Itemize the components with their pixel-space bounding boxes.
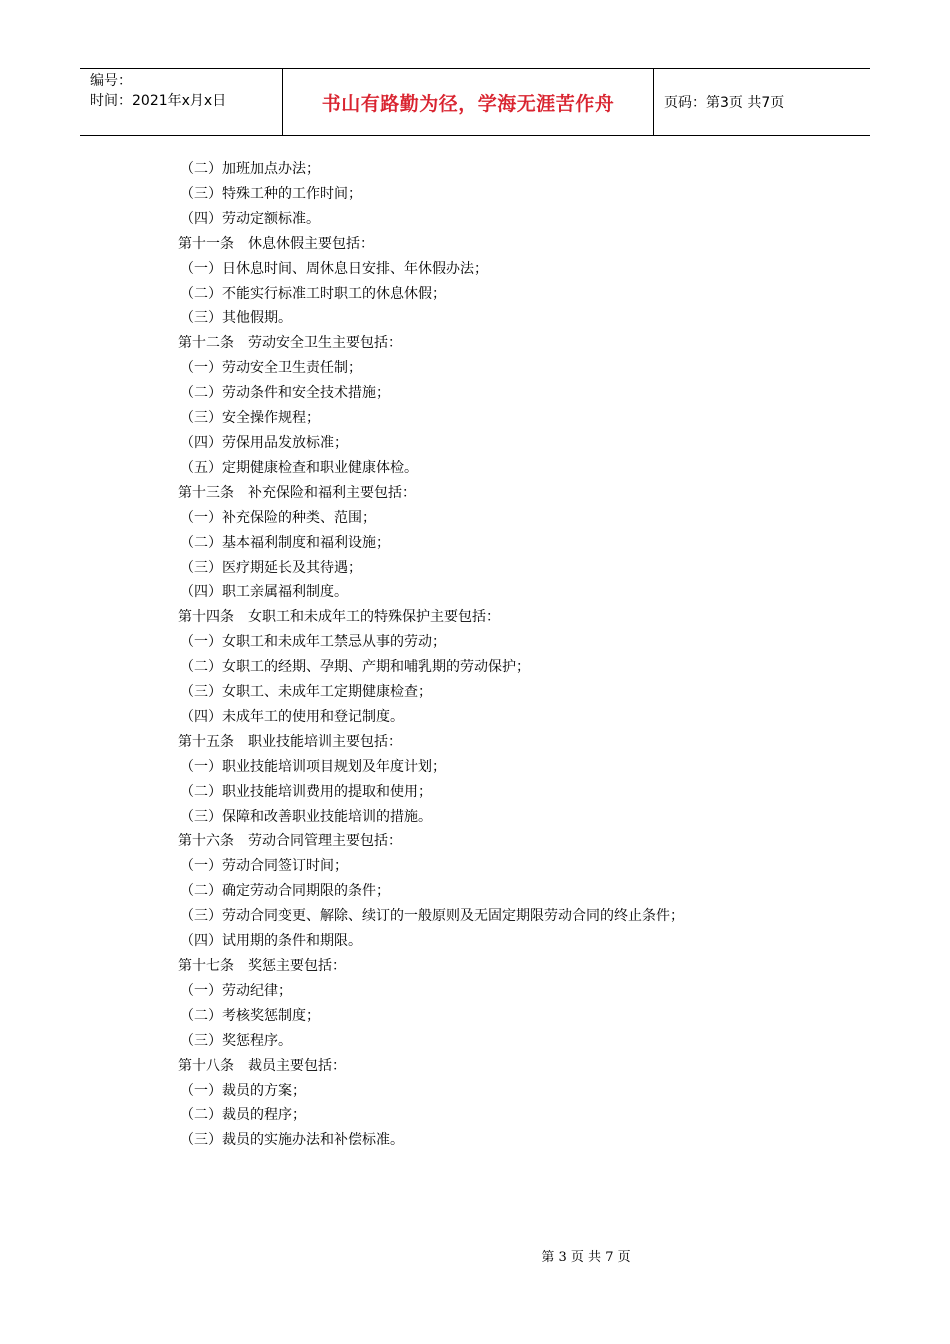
article-heading: 第十六条 劳动合同管理主要包括： xyxy=(178,833,402,850)
article-item: （四）劳保用品发放标准； xyxy=(180,434,348,451)
article-item: （三）医疗期延长及其待遇； xyxy=(180,559,362,576)
article-item: （三）其他假期。 xyxy=(180,310,292,327)
article-item: （二）考核奖惩制度； xyxy=(180,1007,320,1024)
article-heading: 第十四条 女职工和未成年工的特殊保护主要包括： xyxy=(178,609,500,626)
document-number-label: 编号： xyxy=(90,73,132,89)
header-motto: 书山有路勤为径，学海无涯苦作舟 xyxy=(282,69,654,135)
article-item: （一）日休息时间、周休息日安排、年休假办法； xyxy=(180,260,488,277)
article-heading: 第十一条 休息休假主要包括： xyxy=(178,235,374,252)
article-item: （五）定期健康检查和职业健康体检。 xyxy=(180,459,418,476)
article-item: （四）试用期的条件和期限。 xyxy=(180,933,362,950)
article-item: （二）加班加点办法； xyxy=(180,161,320,177)
article-heading: 第十八条 裁员主要包括： xyxy=(178,1057,346,1074)
article-item: （二）职业技能培训费用的提取和使用； xyxy=(180,783,432,800)
article-item: （二）劳动条件和安全技术措施； xyxy=(180,385,390,402)
page-footer: 第 3 页 共 7 页 xyxy=(541,1250,631,1265)
article-item: （三）劳动合同变更、解除、续订的一般原则及无固定期限劳动合同的终止条件； xyxy=(180,908,684,925)
article-item: （一）职业技能培训项目规划及年度计划； xyxy=(180,758,446,775)
header-page-number: 页码：第3页 共7页 xyxy=(664,95,785,111)
article-item: （四）未成年工的使用和登记制度。 xyxy=(180,708,404,725)
article-item: （一）补充保险的种类、范围； xyxy=(180,509,376,526)
article-item: （三）裁员的实施办法和补偿标准。 xyxy=(180,1132,404,1149)
article-heading: 第十三条 补充保险和福利主要包括： xyxy=(178,484,416,501)
article-item: （二）裁员的程序； xyxy=(180,1107,306,1124)
document-body xyxy=(178,157,818,1153)
article-item: （四）职工亲属福利制度。 xyxy=(180,584,348,601)
header-left-cell xyxy=(80,69,282,135)
article-item: （三）女职工、未成年工定期健康检查； xyxy=(180,684,432,701)
article-item: （三）特殊工种的工作时间； xyxy=(180,185,362,202)
document-time-label: 时间：2021年x月x日 xyxy=(90,93,227,109)
article-heading: 第十五条 职业技能培训主要包括： xyxy=(178,733,402,750)
article-item: （一）女职工和未成年工禁忌从事的劳动； xyxy=(180,634,446,651)
article-item: （二）不能实行标准工时职工的休息休假； xyxy=(180,285,446,302)
article-item: （一）劳动安全卫生责任制； xyxy=(180,360,362,377)
page-header xyxy=(80,68,870,136)
article-item: （一）裁员的方案； xyxy=(180,1082,306,1099)
article-item: （一）劳动纪律； xyxy=(180,982,292,999)
article-item: （二）确定劳动合同期限的条件； xyxy=(180,883,390,900)
article-item: （三）保障和改善职业技能培训的措施。 xyxy=(180,808,432,825)
article-item: （二）基本福利制度和福利设施； xyxy=(180,534,390,551)
article-item: （二）女职工的经期、孕期、产期和哺乳期的劳动保护； xyxy=(180,659,530,676)
article-item: （一）劳动合同签订时间； xyxy=(180,858,348,875)
article-heading: 第十二条 劳动安全卫生主要包括： xyxy=(178,335,402,352)
article-item: （四）劳动定额标准。 xyxy=(180,210,320,227)
article-item: （三）奖惩程序。 xyxy=(180,1032,292,1049)
article-item: （三）安全操作规程； xyxy=(180,410,320,427)
article-heading: 第十七条 奖惩主要包括： xyxy=(178,958,346,974)
